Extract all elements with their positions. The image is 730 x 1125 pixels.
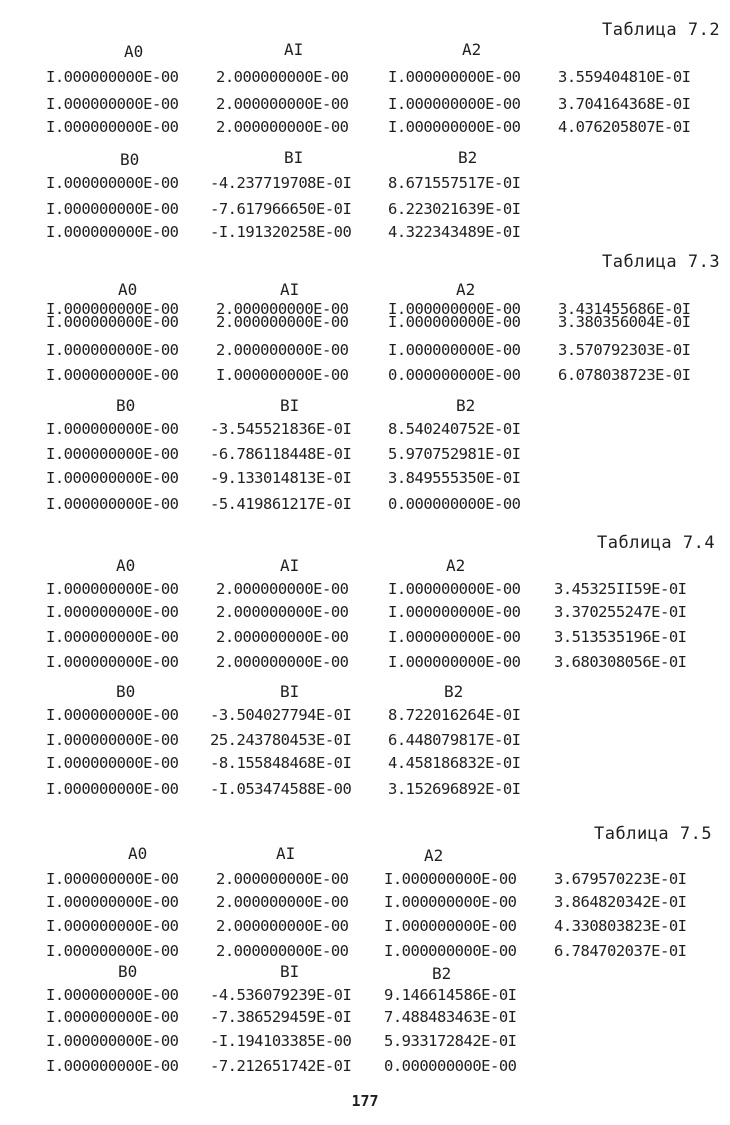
cell-a1: 2.000000000E-00 <box>216 628 349 646</box>
table-row <box>0 420 730 442</box>
column-header-a1: AI <box>284 40 304 59</box>
cell-a0: I.000000000E-00 <box>46 942 179 960</box>
cell-a0: I.000000000E-00 <box>46 68 179 86</box>
cell-b2: 8.671557517E-0I <box>388 174 521 192</box>
table-row <box>0 706 730 728</box>
cell-b1: -4.237719708E-0I <box>210 174 352 192</box>
cell-a0: I.000000000E-00 <box>46 653 179 671</box>
table-row <box>0 469 730 491</box>
cell-b2: 4.458186832E-0I <box>388 754 521 772</box>
cell-b0: I.000000000E-00 <box>46 445 179 463</box>
cell-a2: 0.000000000E-00 <box>388 366 521 384</box>
cell-value: 4.076205807E-0I <box>558 118 691 136</box>
cell-a1: I.000000000E-00 <box>216 366 349 384</box>
cell-a1: 2.000000000E-00 <box>216 300 349 318</box>
column-header-a2: A2 <box>446 556 466 575</box>
table-row <box>0 754 730 776</box>
cell-b0: I.000000000E-00 <box>46 174 179 192</box>
cell-a2: I.000000000E-00 <box>384 893 517 911</box>
page-number: 177 <box>351 1092 379 1110</box>
cell-b0: I.000000000E-00 <box>46 200 179 218</box>
table-row <box>0 917 730 939</box>
cell-b1: -6.786118448E-0I <box>210 445 352 463</box>
table-row <box>0 603 730 625</box>
table-row <box>0 870 730 892</box>
cell-b2: 7.488483463E-0I <box>384 1008 517 1026</box>
cell-b0: I.000000000E-00 <box>46 780 179 798</box>
table-title: Таблица 7.5 <box>594 824 713 844</box>
table-title: Таблица 7.3 <box>602 252 721 272</box>
cell-value: 6.784702037E-0I <box>554 942 687 960</box>
column-header-a0: A0 <box>128 844 148 863</box>
cell-a2: I.000000000E-00 <box>388 653 521 671</box>
cell-b2: 3.152696892E-0I <box>388 780 521 798</box>
table-row <box>0 366 730 388</box>
cell-a1: 2.000000000E-00 <box>216 870 349 888</box>
cell-b1: -I.191320258E-00 <box>210 223 352 241</box>
cell-a2: I.000000000E-00 <box>388 603 521 621</box>
cell-value: 3.570792303E-0I <box>558 341 691 359</box>
column-header-a0: A0 <box>124 42 144 61</box>
cell-value: 3.680308056E-0I <box>554 653 687 671</box>
cell-a2: I.000000000E-00 <box>388 95 521 113</box>
table-row <box>0 313 730 335</box>
cell-b2: 8.540240752E-0I <box>388 420 521 438</box>
cell-a2: I.000000000E-00 <box>388 341 521 359</box>
table-row <box>0 495 730 517</box>
cell-a0: I.000000000E-00 <box>46 603 179 621</box>
table-title: Таблица 7.4 <box>597 533 716 553</box>
cell-b2: 5.933172842E-0I <box>384 1032 517 1050</box>
column-header-b1: BI <box>284 148 304 167</box>
cell-value: 3.704164368E-0I <box>558 95 691 113</box>
column-header-a2: A2 <box>462 40 482 59</box>
cell-b2: 0.000000000E-00 <box>384 1057 517 1075</box>
cell-b0: I.000000000E-00 <box>46 1057 179 1075</box>
cell-a1: 2.000000000E-00 <box>216 580 349 598</box>
cell-a0: I.000000000E-00 <box>46 580 179 598</box>
cell-a2: I.000000000E-00 <box>388 313 521 331</box>
cell-a2: I.000000000E-00 <box>388 118 521 136</box>
cell-a1: 2.000000000E-00 <box>216 118 349 136</box>
cell-b1: -3.504027794E-0I <box>210 706 352 724</box>
cell-b1: -8.155848468E-0I <box>210 754 352 772</box>
cell-b0: I.000000000E-00 <box>46 754 179 772</box>
cell-a0: I.000000000E-00 <box>46 366 179 384</box>
cell-b1: -5.419861217E-0I <box>210 495 352 513</box>
cell-b0: I.000000000E-00 <box>46 1032 179 1050</box>
cell-a0: I.000000000E-00 <box>46 300 179 318</box>
cell-b1: -7.386529459E-0I <box>210 1008 352 1026</box>
column-header-b0: B0 <box>118 962 138 981</box>
cell-b0: I.000000000E-00 <box>46 223 179 241</box>
cell-a0: I.000000000E-00 <box>46 95 179 113</box>
cell-b2: 8.722016264E-0I <box>388 706 521 724</box>
cell-value: 3.380356004E-0I <box>558 313 691 331</box>
cell-b0: I.000000000E-00 <box>46 1008 179 1026</box>
table-row <box>0 223 730 245</box>
cell-value: 3.864820342E-0I <box>554 893 687 911</box>
cell-a1: 2.000000000E-00 <box>216 68 349 86</box>
cell-a2: I.000000000E-00 <box>384 917 517 935</box>
column-header-a0: A0 <box>116 556 136 575</box>
cell-a0: I.000000000E-00 <box>46 917 179 935</box>
cell-b0: I.000000000E-00 <box>46 986 179 1004</box>
cell-a0: I.000000000E-00 <box>46 341 179 359</box>
table-row <box>0 95 730 117</box>
cell-value: 3.45325II59E-0I <box>554 580 687 598</box>
cell-b0: I.000000000E-00 <box>46 495 179 513</box>
column-header-b2: B2 <box>456 396 476 415</box>
column-header-a2: A2 <box>456 280 476 299</box>
cell-a1: 2.000000000E-00 <box>216 313 349 331</box>
table-row <box>0 628 730 650</box>
table-row <box>0 731 730 753</box>
cell-a2: I.000000000E-00 <box>388 580 521 598</box>
column-header-b2: B2 <box>432 964 452 983</box>
cell-b1: -I.053474588E-00 <box>210 780 352 798</box>
cell-b1: -7.617966650E-0I <box>210 200 352 218</box>
cell-a1: 2.000000000E-00 <box>216 603 349 621</box>
cell-a2: I.000000000E-00 <box>388 68 521 86</box>
column-header-b0: B0 <box>116 396 136 415</box>
cell-a0: I.000000000E-00 <box>46 313 179 331</box>
cell-a0: I.000000000E-00 <box>46 893 179 911</box>
cell-a1: 2.000000000E-00 <box>216 917 349 935</box>
cell-b0: I.000000000E-00 <box>46 706 179 724</box>
cell-b1: -7.212651742E-0I <box>210 1057 352 1075</box>
column-header-b0: B0 <box>120 150 140 169</box>
table-row <box>0 653 730 675</box>
cell-b2: 9.146614586E-0I <box>384 986 517 1004</box>
table-row <box>0 942 730 964</box>
cell-a1: 2.000000000E-00 <box>216 893 349 911</box>
cell-a0: I.000000000E-00 <box>46 118 179 136</box>
table-row <box>0 986 730 1008</box>
cell-a1: 2.000000000E-00 <box>216 942 349 960</box>
column-header-b2: B2 <box>458 148 478 167</box>
cell-b2: 6.223021639E-0I <box>388 200 521 218</box>
table-row <box>0 68 730 90</box>
cell-b0: I.000000000E-00 <box>46 469 179 487</box>
table-row <box>0 1032 730 1054</box>
cell-value: 3.370255247E-0I <box>554 603 687 621</box>
cell-a1: 2.000000000E-00 <box>216 341 349 359</box>
table-row <box>0 1057 730 1079</box>
cell-b1: 25.243780453E-0I <box>210 731 352 749</box>
cell-b2: 0.000000000E-00 <box>388 495 521 513</box>
cell-a2: I.000000000E-00 <box>388 628 521 646</box>
table-row <box>0 580 730 602</box>
cell-a0: I.000000000E-00 <box>46 628 179 646</box>
cell-b2: 4.322343489E-0I <box>388 223 521 241</box>
cell-b0: I.000000000E-00 <box>46 731 179 749</box>
column-header-a0: A0 <box>118 280 138 299</box>
cell-a2: I.000000000E-00 <box>388 300 521 318</box>
cell-b1: -4.536079239E-0I <box>210 986 352 1004</box>
cell-b1: -9.133014813E-0I <box>210 469 352 487</box>
cell-a1: 2.000000000E-00 <box>216 653 349 671</box>
column-header-b1: BI <box>280 682 300 701</box>
cell-b0: I.000000000E-00 <box>46 420 179 438</box>
table-row <box>0 200 730 222</box>
cell-value: 6.078038723E-0I <box>558 366 691 384</box>
column-header-b2: B2 <box>444 682 464 701</box>
cell-a2: I.000000000E-00 <box>384 870 517 888</box>
cell-b1: -I.194103385E-00 <box>210 1032 352 1050</box>
cell-a0: I.000000000E-00 <box>46 870 179 888</box>
column-header-b1: BI <box>280 396 300 415</box>
cell-value: 3.559404810E-0I <box>558 68 691 86</box>
cell-a1: 2.000000000E-00 <box>216 95 349 113</box>
cell-b1: -3.545521836E-0I <box>210 420 352 438</box>
column-header-a1: AI <box>280 556 300 575</box>
cell-b2: 5.970752981E-0I <box>388 445 521 463</box>
table-row <box>0 445 730 467</box>
table-row <box>0 893 730 915</box>
table-row <box>0 118 730 140</box>
cell-a2: I.000000000E-00 <box>384 942 517 960</box>
table-title: Таблица 7.2 <box>602 20 721 40</box>
column-header-a1: AI <box>280 280 300 299</box>
cell-b2: 3.849555350E-0I <box>388 469 521 487</box>
table-row <box>0 341 730 363</box>
column-header-a1: AI <box>276 844 296 863</box>
table-row <box>0 1008 730 1030</box>
cell-value: 3.513535196E-0I <box>554 628 687 646</box>
column-header-a2: A2 <box>424 846 444 865</box>
column-header-b0: B0 <box>116 682 136 701</box>
cell-b2: 6.448079817E-0I <box>388 731 521 749</box>
cell-value: 3.679570223E-0I <box>554 870 687 888</box>
table-row <box>0 174 730 196</box>
column-header-b1: BI <box>280 962 300 981</box>
table-row <box>0 780 730 802</box>
cell-value: 3.431455686E-0I <box>558 300 691 318</box>
cell-value: 4.330803823E-0I <box>554 917 687 935</box>
